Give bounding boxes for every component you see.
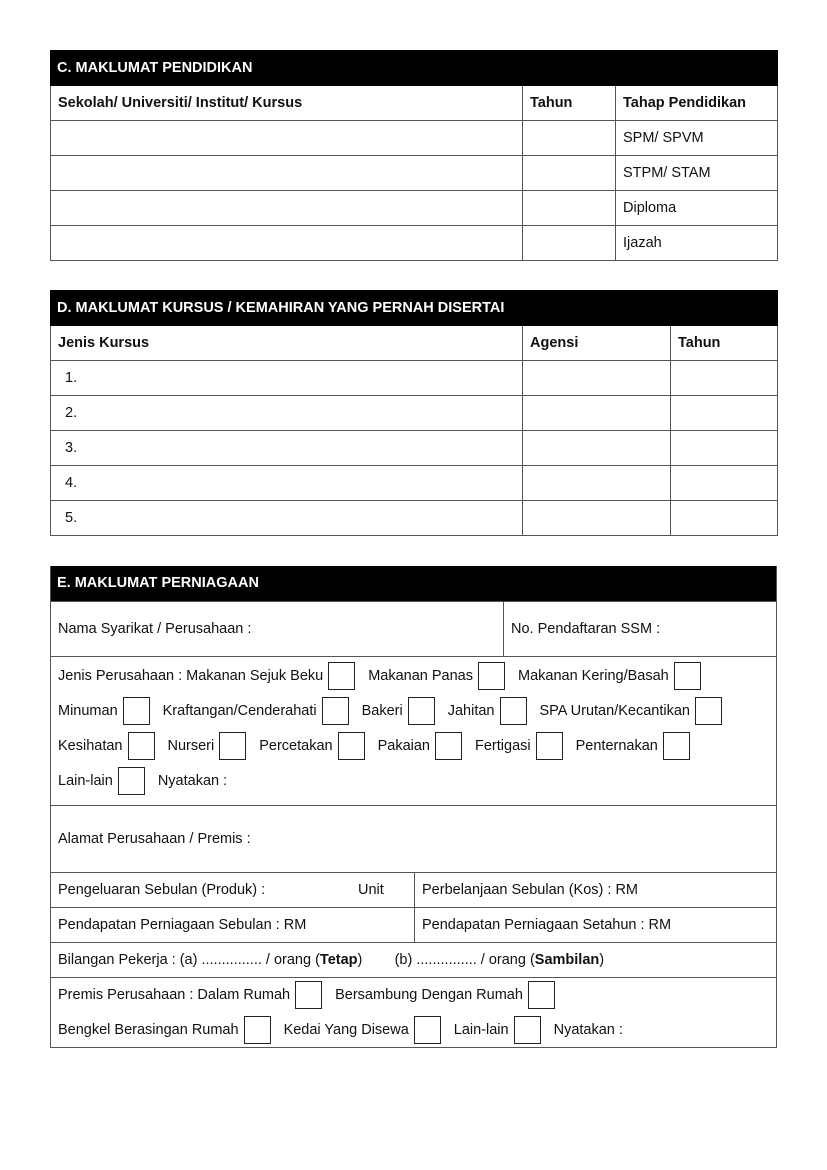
institution-field[interactable] (51, 226, 523, 261)
level-label: Ijazah (616, 226, 778, 261)
agency-field[interactable] (523, 466, 671, 501)
table-row (51, 431, 778, 466)
year-field[interactable] (523, 121, 616, 156)
premises-group (51, 978, 776, 1047)
checkbox-bersambung-rumah[interactable] (528, 981, 555, 1009)
table-row (51, 466, 778, 501)
checkbox-makanan-sejuk-beku[interactable] (328, 662, 355, 690)
checkbox-spa[interactable] (695, 697, 722, 725)
monthly-output-label: Pengeluaran Sebulan (Produk) : (58, 882, 266, 898)
monthly-output-field[interactable] (51, 873, 414, 907)
specify-label: Nyatakan : (157, 772, 228, 789)
workers-fixed-label: Tetap (319, 952, 358, 968)
company-name-field[interactable] (51, 602, 503, 656)
table-row (51, 396, 778, 431)
level-label: STPM/ STAM (616, 156, 778, 191)
ssm-number-field[interactable] (503, 602, 776, 656)
business-type-label: Jenis Perusahaan : Makanan Sejuk Beku (58, 667, 324, 684)
col-agency: Agensi (523, 326, 671, 361)
address-field[interactable] (51, 806, 776, 872)
agency-field[interactable] (523, 396, 671, 431)
premises-label: Premis Perusahaan : Dalam Rumah (58, 987, 291, 1004)
year-field[interactable] (523, 156, 616, 191)
course-field[interactable]: 4. (51, 466, 523, 501)
option-label: Kesihatan (58, 737, 123, 754)
unit-label: Unit (358, 882, 384, 898)
section-d-title: D. MAKLUMAT KURSUS / KEMAHIRAN YANG PERNAH DISERTAI (51, 291, 778, 326)
table-row (51, 226, 778, 261)
year-field[interactable] (671, 361, 778, 396)
checkbox-kedai-disewa[interactable] (414, 1016, 441, 1044)
agency-field[interactable] (523, 431, 671, 466)
level-label: Diploma (616, 191, 778, 226)
option-label: Bengkel Berasingan Rumah (58, 1021, 239, 1038)
monthly-income-field[interactable] (51, 908, 414, 942)
institution-field[interactable] (51, 156, 523, 191)
col-level: Tahap Pendidikan (616, 86, 778, 121)
yearly-income-label: Pendapatan Perniagaan Setahun : RM (422, 917, 672, 933)
table-row (51, 361, 778, 396)
option-label: Fertigasi (475, 737, 531, 754)
workers-mid: ) (b) ............... / orang ( (357, 952, 535, 968)
course-field[interactable]: 5. (51, 501, 523, 536)
workers-prefix: Bilangan Pekerja : (a) ............... / orang ( (58, 952, 320, 968)
option-label: Penternakan (575, 737, 658, 754)
monthly-cost-field[interactable] (414, 873, 776, 907)
year-field[interactable] (523, 226, 616, 261)
col-year: Tahun (523, 86, 616, 121)
level-label: SPM/ SPVM (616, 121, 778, 156)
checkbox-nurseri[interactable] (219, 732, 246, 760)
year-field[interactable] (671, 431, 778, 466)
checkbox-fertigasi[interactable] (536, 732, 563, 760)
education-table (50, 50, 778, 261)
checkbox-penternakan[interactable] (663, 732, 690, 760)
workers-field[interactable] (51, 943, 776, 977)
company-name-label: Nama Syarikat / Perusahaan : (58, 621, 252, 637)
option-label: Kedai Yang Disewa (283, 1021, 409, 1038)
checkbox-kesihatan[interactable] (128, 732, 155, 760)
monthly-income-label: Pendapatan Perniagaan Sebulan : RM (58, 917, 307, 933)
agency-field[interactable] (523, 501, 671, 536)
checkbox-makanan-panas[interactable] (478, 662, 505, 690)
year-field[interactable] (671, 501, 778, 536)
option-label: Pakaian (377, 737, 430, 754)
checkbox-premis-lain-lain[interactable] (514, 1016, 541, 1044)
option-label: Minuman (58, 702, 118, 719)
course-field[interactable]: 3. (51, 431, 523, 466)
option-label: Makanan Kering/Basah (518, 667, 669, 684)
institution-field[interactable] (51, 121, 523, 156)
option-label: Jahitan (447, 702, 495, 719)
checkbox-minuman[interactable] (123, 697, 150, 725)
year-field[interactable] (523, 191, 616, 226)
section-e-title: E. MAKLUMAT PERNIAGAAN (51, 566, 776, 601)
checkbox-percetakan[interactable] (338, 732, 365, 760)
monthly-cost-label: Perbelanjaan Sebulan (Kos) : RM (422, 882, 639, 898)
checkbox-dalam-rumah[interactable] (295, 981, 322, 1009)
option-label: SPA Urutan/Kecantikan (539, 702, 690, 719)
option-label: Percetakan (259, 737, 333, 754)
checkbox-bengkel-berasingan[interactable] (244, 1016, 271, 1044)
checkbox-lain-lain[interactable] (118, 767, 145, 795)
year-field[interactable] (671, 466, 778, 501)
checkbox-kraftangan[interactable] (322, 697, 349, 725)
year-field[interactable] (671, 396, 778, 431)
col-year: Tahun (671, 326, 778, 361)
address-label: Alamat Perusahaan / Premis : (58, 831, 251, 847)
business-type-group (51, 657, 776, 805)
table-row (51, 191, 778, 226)
checkbox-pakaian[interactable] (435, 732, 462, 760)
col-course-type: Jenis Kursus (51, 326, 523, 361)
institution-field[interactable] (51, 191, 523, 226)
business-info-section (50, 566, 777, 1048)
specify-label: Nyatakan : (553, 1021, 623, 1038)
course-field[interactable]: 1. (51, 361, 523, 396)
table-row (51, 156, 778, 191)
option-label: Lain-lain (58, 772, 113, 789)
ssm-number-label: No. Pendaftaran SSM : (511, 621, 661, 637)
option-label: Nurseri (167, 737, 215, 754)
section-c-title: C. MAKLUMAT PENDIDIKAN (51, 51, 778, 86)
table-row (51, 121, 778, 156)
option-label: Bakeri (361, 702, 403, 719)
table-row (51, 501, 778, 536)
checkbox-jahitan[interactable] (500, 697, 527, 725)
course-field[interactable]: 2. (51, 396, 523, 431)
yearly-income-field[interactable] (414, 908, 776, 942)
option-label: Makanan Panas (368, 667, 473, 684)
checkbox-makanan-kering-basah[interactable] (674, 662, 701, 690)
workers-parttime-label: Sambilan (534, 952, 600, 968)
agency-field[interactable] (523, 361, 671, 396)
col-institution: Sekolah/ Universiti/ Institut/ Kursus (51, 86, 523, 121)
checkbox-bakeri[interactable] (408, 697, 435, 725)
option-label: Bersambung Dengan Rumah (335, 987, 523, 1004)
option-label: Kraftangan/Cenderahati (162, 702, 317, 719)
courses-table (50, 290, 778, 536)
workers-suffix: ) (599, 952, 605, 968)
option-label: Lain-lain (453, 1021, 509, 1038)
